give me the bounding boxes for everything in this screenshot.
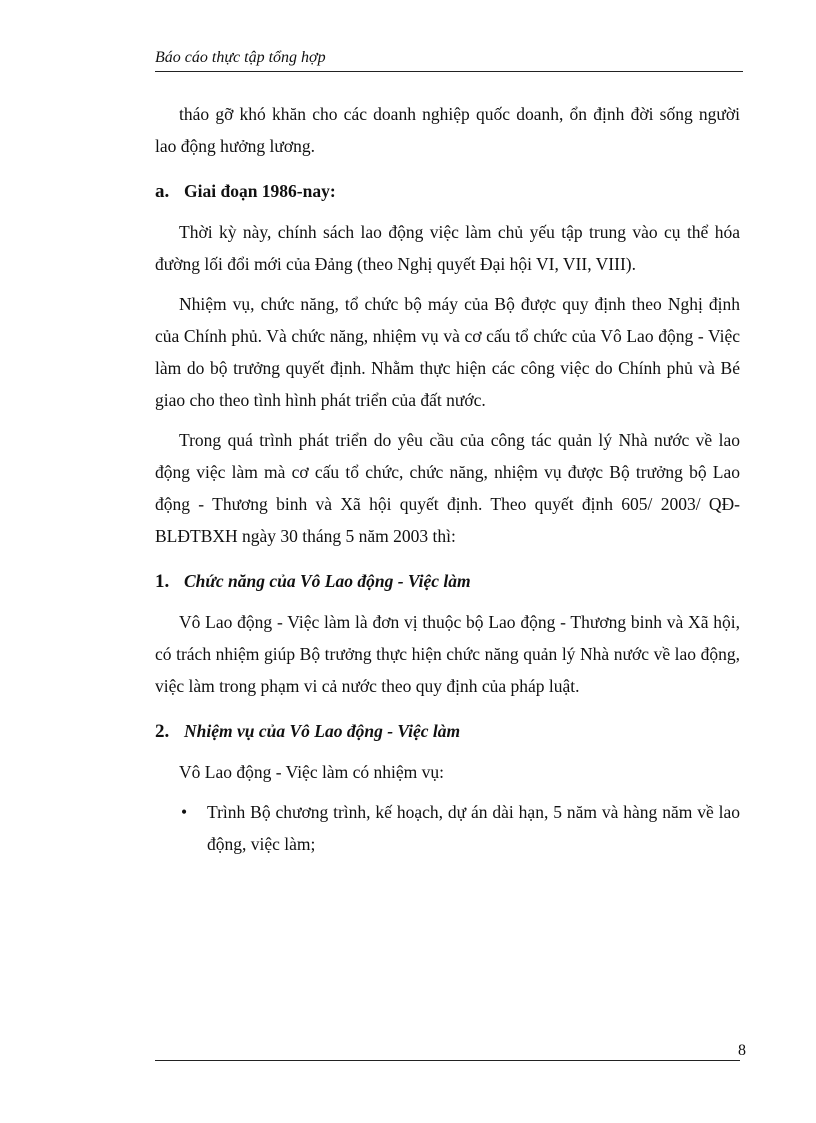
section-heading-1: [155, 565, 740, 598]
paragraph-4: Trong quá trình phát triển do yêu cầu của công tác quản lý Nhà nước về lao động việc làm mà cơ cấu tổ chức, chức năng, nhiệm vụ được Bộ trưởng bộ Lao động - Thương binh và Xã hội quyết định. Theo quyết định 605/ 2003/ QĐ-BLĐTBXH ngày 30 tháng 5 năm 2003 thì:: [155, 430, 740, 546]
paragraph-5: Vô Lao động - Việc làm là đơn vị thuộc bộ Lao động - Thương binh và Xã hội, có trách nhiệm giúp Bộ trưởng thực hiện chức năng quản lý Nhà nước về lao động, việc làm trong phạm vi cả nước theo quy định của pháp luật.: [155, 612, 740, 696]
page-header: [155, 48, 743, 72]
header-title: Báo cáo thực tập tổng hợp: [155, 49, 326, 66]
section-number: 1.: [155, 571, 170, 592]
section-heading-a: [155, 175, 740, 208]
section-heading-2: [155, 715, 740, 748]
paragraph-1: tháo gỡ khó khăn cho các doanh nghiệp quốc doanh, ổn định đời sống người lao động hưởng lương.: [155, 104, 740, 156]
bullet-marker: •: [181, 802, 188, 822]
section-title: Giai đoạn 1986-nay:: [184, 181, 336, 201]
section-number: 2.: [155, 721, 170, 742]
bullet-text: Trình Bộ chương trình, kế hoạch, dự án dài hạn, 5 năm và hàng năm về lao động, việc làm;: [207, 802, 740, 854]
section-number: a.: [155, 181, 170, 202]
page-number: 8: [738, 1042, 746, 1059]
document-body: [155, 98, 740, 860]
footer-divider: [155, 1060, 740, 1061]
paragraph-6: Vô Lao động - Việc làm có nhiệm vụ:: [179, 762, 444, 782]
paragraph-3: Nhiệm vụ, chức năng, tổ chức bộ máy của Bộ được quy định theo Nghị định của Chính phủ. Và chức năng, nhiệm vụ và cơ cấu tổ chức của Vô Lao động - Việc làm do bộ trưởng quyết định. Nhằm thực hiện các công việc do Chính phủ và Bé giao cho theo tình hình phát triển của đất nước.: [155, 294, 740, 410]
paragraph-2: Thời kỳ này, chính sách lao động việc làm chủ yếu tập trung vào cụ thể hóa đường lối đổi mới của Đảng (theo Nghị quyết Đại hội VI, VII, VIII).: [155, 222, 740, 274]
section-title: Nhiệm vụ của Vô Lao động - Việc làm: [184, 721, 461, 741]
section-title: Chức năng của Vô Lao động - Việc làm: [184, 571, 471, 591]
bullet-item: [155, 796, 740, 860]
